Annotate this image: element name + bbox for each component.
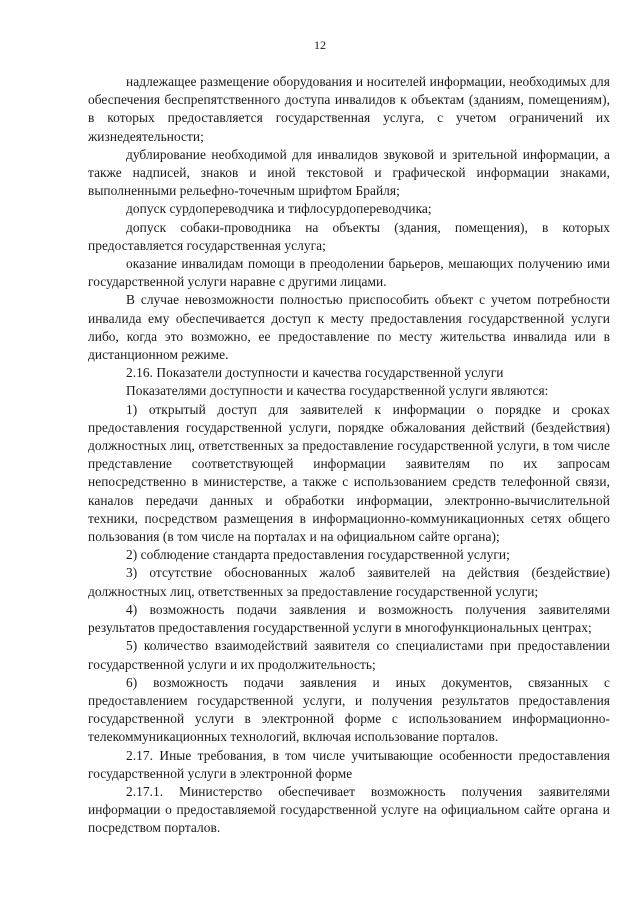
paragraph: допуск сурдопереводчика и тифлосурдопереводчика; — [126, 201, 432, 217]
list-item: 4) возможность подачи заявления и возможность получения заявителями результатов предоставления государственной услуги в многофункциональных центрах; — [88, 601, 610, 636]
paragraph: Показателями доступности и качества государственной услуги являются: — [126, 383, 549, 399]
list-item: 6) возможность подачи заявления и иных документов, связанных с предоставлением государственной услуги, и получения результатов предоставления государственной услуги в электронной форме с использованием информационно-телекоммуникационных технологий, включая использование порталов. — [88, 674, 610, 745]
paragraph: 2.17.1. Министерство обеспечивает возможность получения заявителями информации о предоставляемой государственной услуге на официальном сайте органа и посредством порталов. — [88, 783, 610, 836]
paragraph: допуск собаки-проводника на объекты (здания, помещения), в которых предоставляется государственная услуга; — [88, 219, 610, 253]
list-item: 1) открытый доступ для заявителей к информации о порядке и сроках предоставления государственной услуги, порядке обжалования действий (бездействия) должностных лиц, ответственных за предоставление государственной услуги, в том числе представление соответствующей информации заявителям по их запросам непосредственно в министерстве, а также с использованием средств телефонной связи, каналов передачи данных и обработки информации, электронно-вычислительной техники, посредством размещения в информационно-коммуникационных сетях общего пользования (в том числе на порталах и на официальном сайте органа); — [88, 401, 610, 545]
paragraph: оказание инвалидам помощи в преодолении барьеров, мешающих получению ими государственной услуги наравне с другими лицами. — [88, 256, 610, 290]
list-item: 5) количество взаимодействий заявителя со специалистами при предоставлении государственной услуги и их продолжительность; — [88, 638, 610, 672]
list-item: 2) соблюдение стандарта предоставления государственной услуги; — [126, 547, 510, 563]
list-item: 3) отсутствие обоснованных жалоб заявителей на действия (бездействие) должностных лиц, ответственных за предоставление государственной услуги; — [88, 565, 610, 599]
paragraph: В случае невозможности полностью приспособить объект с учетом потребности инвалида ему обеспечивается доступ к месту предоставления государственной услуги либо, когда это возможно, ее предоставление по месту жительства инвалида или в дистанционном режиме. — [88, 292, 610, 363]
paragraph: надлежащее размещение оборудования и носителей информации, необходимых для обеспечения беспрепятственного доступа инвалидов к объектам (зданиям, помещениям), в которых предоставляется государственная услуга, с учетом ограничений их жизнедеятельности; — [88, 74, 610, 144]
paragraph: дублирование необходимой для инвалидов звуковой и зрительной информации, а также надписей, знаков и иной текстовой и графической информации знаками, выполненными рельефно-точечным шрифтом Брайля; — [88, 146, 610, 199]
section-heading-2-16: 2.16. Показатели доступности и качества государственной услуги — [126, 365, 504, 381]
section-heading-2-17: 2.17. Иные требования, в том числе учитывающие особенности предоставления государственной услуги в электронной форме — [88, 747, 610, 781]
page-number: 12 — [314, 38, 326, 52]
